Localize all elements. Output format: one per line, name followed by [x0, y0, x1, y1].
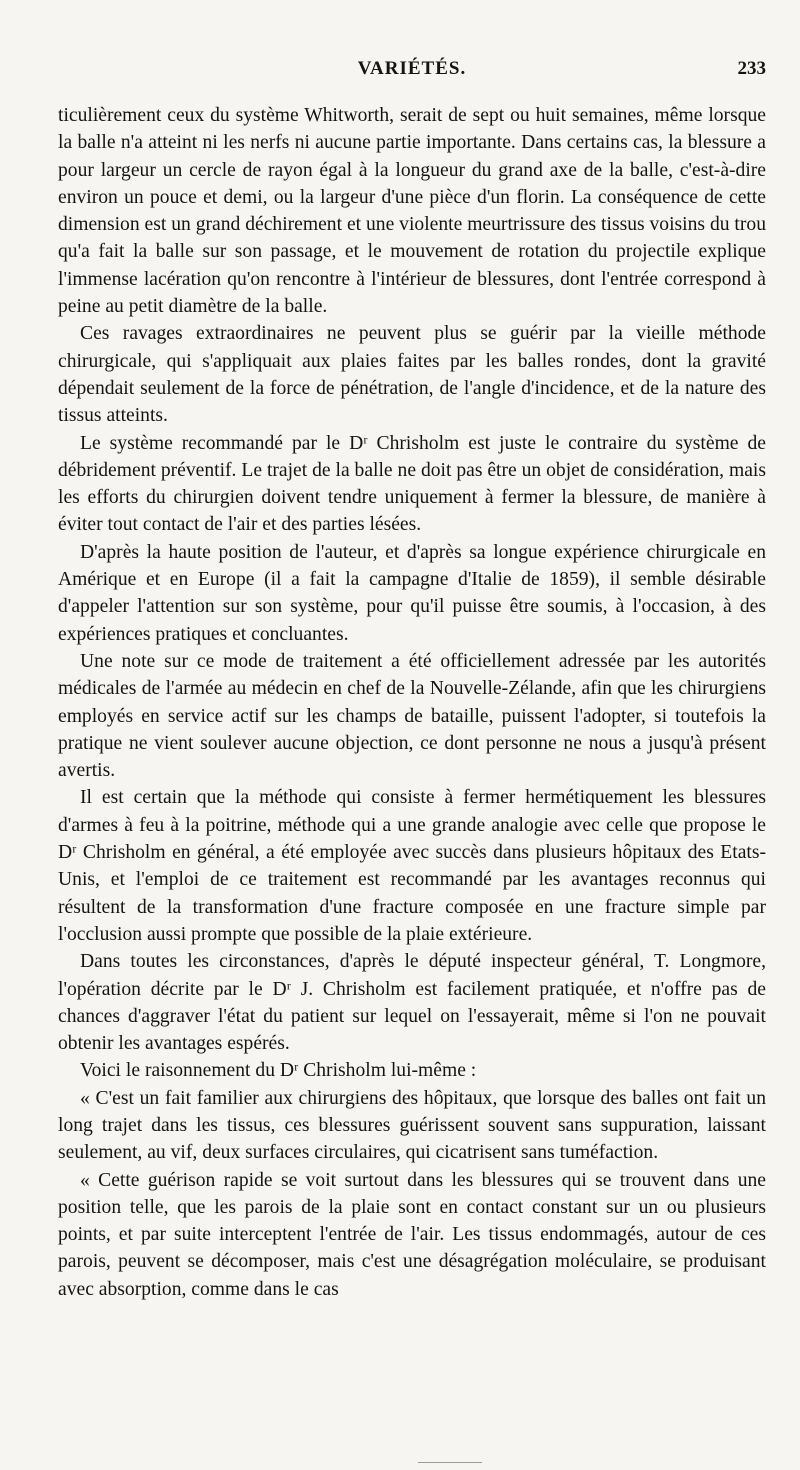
paragraph: Le système recommandé par le Dʳ Chrisholm est juste le contraire du système de débridement préventif. Le trajet de la balle ne doit pas être un objet de considération, mais les efforts du chirurgien doivent tendre uniquement à fermer la blessure, de manière à éviter tout contact de l'air et des parties lésées. [58, 432, 766, 536]
quoted-paragraph: « Cette guérison rapide se voit surtout dans les blessures qui se trouvent dans une position telle, que les parois de la plaie sont en contact constant sur un ou plusieurs points, et par suite interceptent l'entrée de l'air. Les tissus endommagés, autour de ces parois, peuvent se décomposer, mais c'est une désagrégation moléculaire, se produisant avec absorption, comme dans le cas [58, 1169, 766, 1300]
page-number: 233 [737, 58, 766, 79]
paragraph: Une note sur ce mode de traitement a été officiellement adressée par les autorités médicales de l'armée au médecin en chef de la Nouvelle-Zélande, afin que les chirurgiens employés en service actif sur les champs de bataille, puissent l'adopter, si toutefois la pratique ne vient soulever aucune objection, ce dont personne ne nous a jusqu'à présent avertis. [58, 650, 766, 782]
running-header [58, 58, 766, 88]
paragraph: D'après la haute position de l'auteur, et d'après sa longue expérience chirurgicale en Amérique et en Europe (il a fait la campagne d'Italie de 1859), il semble désirable d'appeler l'attention sur son système, pour qu'il puisse être soumis, à l'occasion, à des expériences pratiques et concluantes. [58, 541, 766, 645]
paragraph: Il est certain que la méthode qui consiste à fermer hermétiquement les blessures d'armes à feu à la poitrine, méthode qui a une grande analogie avec celle que propose le Dʳ Chrisholm en général, a été employée avec succès dans plusieurs hôpitaux des Etats-Unis, et l'emploi de ce traitement est recommandé par les avantages reconnus qui résultent de la transformation d'une fracture composée en une fracture simple par l'occlusion aussi prompte que possible de la plaie extérieure. [58, 787, 766, 945]
running-title: VARIÉTÉS. [357, 58, 467, 79]
paragraph: Ces ravages extraordinaires ne peuvent plus se guérir par la vieille méthode chirurgicale, qui s'appliquait aux plaies faites par les balles rondes, dont la gravité dépendait seulement de la force de pénétration, de l'angle d'incidence, et de la nature des tissus atteints. [58, 323, 766, 427]
quoted-paragraph: « C'est un fait familier aux chirurgiens des hôpitaux, que lorsque des balles ont fait un long trajet dans les tissus, ces blessures guérissent souvent sans suppuration, laissant seulement, au vif, deux surfaces circulaires, qui cicatrisent sans tuméfaction. [58, 1087, 766, 1164]
paragraph: Dans toutes les circonstances, d'après le député inspecteur général, T. Longmore, l'opération décrite par le Dʳ J. Chrisholm est facilement pratiquée, et n'offre pas de chances d'aggraver l'état du patient sur lequel on l'essayerait, même si l'on ne pouvait obtenir les avantages espérés. [58, 951, 766, 1055]
page-body [58, 102, 766, 1303]
paragraph: Voici le raisonnement du Dʳ Chrisholm lui-même : [80, 1060, 477, 1082]
paragraph: ticulièrement ceux du système Whitworth, serait de sept ou huit semaines, même lorsque la balle n'a atteint ni les nerfs ni aucune partie importante. Dans certains cas, la blessure a pour largeur un cercle de rayon égal à la longueur du grand axe de la balle, c'est-à-dire environ un pouce et demi, ou la largeur d'une pièce d'un florin. La conséquence de cette dimension est un grand déchirement et une violente meurtrissure des tissus voisins du trou qu'a fait la balle sur son passage, et le mouvement de rotation du projectile explique l'immense lacération qu'on rencontre à l'intérieur de blessures, dont l'entrée correspond à peine au petit diamètre de la balle. [58, 105, 766, 318]
bottom-divider [418, 1462, 482, 1463]
